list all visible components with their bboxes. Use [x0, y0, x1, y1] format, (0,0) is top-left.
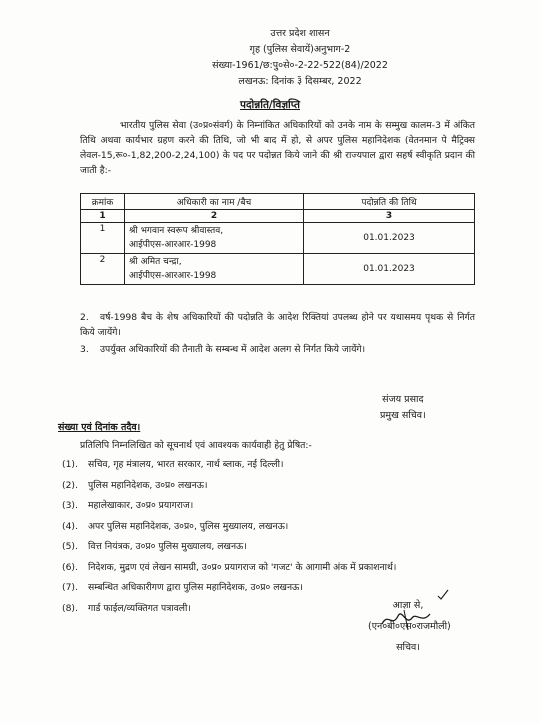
- second-signatory-block: [368, 595, 451, 658]
- by-order-text: आज्ञा से,: [392, 600, 424, 611]
- row-officer: [125, 254, 304, 285]
- row-date: 01.01.2023: [304, 223, 475, 254]
- list-text: निदेशक, मुद्रण एवं लेखन सामग्री, उ०प्र० प्रयागराज को 'गजट' के आगामी अंक में प्रकाशनार्थ।: [88, 561, 397, 573]
- row-officer: [125, 223, 304, 254]
- signatory-block: [380, 392, 426, 424]
- signatory-name: संजय प्रसाद: [382, 394, 424, 405]
- place-date-text: लखनऊ: दिनांक ३̃ दिसम्बर, 2022: [238, 76, 362, 87]
- row-serial: 2: [81, 254, 125, 285]
- promotion-table: [80, 193, 475, 285]
- list-text: सचिव, गृह मंत्रालय, भारत सरकार, नार्थ ब्लाक, नई दिल्ली।: [88, 459, 284, 470]
- copy-intro: प्रतिलिपि निम्नलिखित को सूचनार्थ एवं आवश्यक कार्यवाही हेतु प्रेषित:-: [80, 440, 312, 451]
- list-item: [62, 518, 482, 539]
- officer-name: श्री अमित चन्द्रा,: [129, 257, 182, 267]
- list-number: (5).: [62, 541, 78, 552]
- table-header-row: [81, 194, 475, 210]
- col-number-2: 2: [125, 210, 304, 223]
- col-number-1: 1: [81, 210, 125, 223]
- list-number: (3).: [62, 500, 78, 511]
- table-column-number-row: [81, 210, 475, 223]
- subject-heading: पदोन्नति/विज्ञप्ति: [239, 99, 300, 111]
- list-text: सम्बन्धित अधिकारीगण द्वारा पुलिस महानिदेशक, उ०प्र० लखनऊ।: [88, 582, 303, 593]
- table-row: [81, 254, 475, 285]
- second-signatory-title: सचिव।: [396, 642, 420, 653]
- row-serial: 1: [81, 223, 125, 254]
- list-number: (8).: [62, 602, 78, 614]
- list-item: [62, 538, 482, 559]
- list-item: [62, 456, 482, 477]
- header-government: उत्तर प्रदेश शासन: [270, 28, 330, 39]
- header-serial: क्रमांक: [81, 194, 125, 210]
- list-item: [62, 559, 482, 580]
- paragraph-3-number: 3.: [80, 344, 89, 355]
- list-item: [62, 477, 482, 498]
- row-date: 01.01.2023: [304, 254, 475, 285]
- list-text: वित्त नियंत्रक, उ०प्र० पुलिस मुख्यालय, लखनऊ।: [88, 541, 247, 552]
- table-row: [81, 223, 475, 254]
- list-number: (7).: [62, 582, 78, 593]
- list-text: महालेखाकार, उ०प्र० प्रयागराज।: [88, 500, 194, 511]
- paragraph-3-text: उपर्युक्त अधिकारियों की तैनाती के सम्बन्ध में आदेश अलग से निर्गत किये जायेंगे।: [100, 344, 366, 355]
- list-text: गार्ड फाईल/व्यक्तिगत पत्रावली।: [88, 602, 191, 614]
- list-text: पुलिस महानिदेशक, उ०प्र० लखनऊ।: [88, 479, 208, 491]
- header-officer-name: अधिकारी का नाम /बैच: [125, 194, 304, 210]
- header-place-date: [150, 76, 450, 88]
- list-text: अपर पुलिस महानिदेशक, उ०प्र०, पुलिस मुख्यालय, लखनऊ।: [88, 520, 289, 532]
- officer-name: श्री भगवान स्वरूप श्रीवास्तव,: [129, 226, 224, 236]
- officer-batch: आईपीएस-आरआर-1998: [129, 271, 217, 281]
- header-department: गृह (पुलिस सेवायें)अनुभाग-2: [249, 44, 351, 55]
- paragraph-1: भारतीय पुलिस सेवा (उ०प्र०संवर्ग) के निम्नांकित अधिकारियों को उनके नाम के सम्मुख कालम-3 में अंकित तिथि अथवा कार्यभार ग्रहण करने की तिथि, जो भी बाद में हो, से अपर पुलिस महानिदेशक (वेतनमान पे मैट्रिक्स लेवल-15,रू०-1,82,200-2,24,100) के पद पर पदोन्नत किये जाने की श्री राज्यपाल द्वारा सहर्ष स्वीकृति प्रदान की जाती है:-: [80, 120, 475, 176]
- paragraph-3: [80, 342, 475, 357]
- list-number: (1).: [62, 459, 78, 470]
- paragraph-2-number: 2.: [80, 312, 89, 323]
- reference-heading: संख्या एवं दिनांक तदैव।: [58, 422, 141, 433]
- paragraph-2-text: वर्ष-1998 बैच के शेष अधिकारियों की पदोन्नति के आदेश रिक्तियां उपलब्ध होने पर यथासमय पृथक से निर्गत किये जायेंगे।: [80, 312, 475, 338]
- list-number: (2).: [62, 479, 78, 491]
- second-signatory-name: (एन०बी०एस०राजमौली): [368, 621, 451, 632]
- list-number: (6).: [62, 561, 78, 573]
- list-number: (4).: [62, 520, 78, 532]
- header-promotion-date: पदोन्नति की तिथि: [304, 194, 475, 210]
- signatory-title: प्रमुख सचिव।: [380, 410, 426, 421]
- paragraph-2: [80, 310, 475, 340]
- col-number-3: 3: [304, 210, 475, 223]
- header-reference-number: संख्या-1961/छ:पु०से०-2-22-522(84)/2022: [212, 60, 388, 71]
- officer-batch: आईपीएस-आरआर-1998: [129, 240, 217, 250]
- list-item: [62, 497, 482, 518]
